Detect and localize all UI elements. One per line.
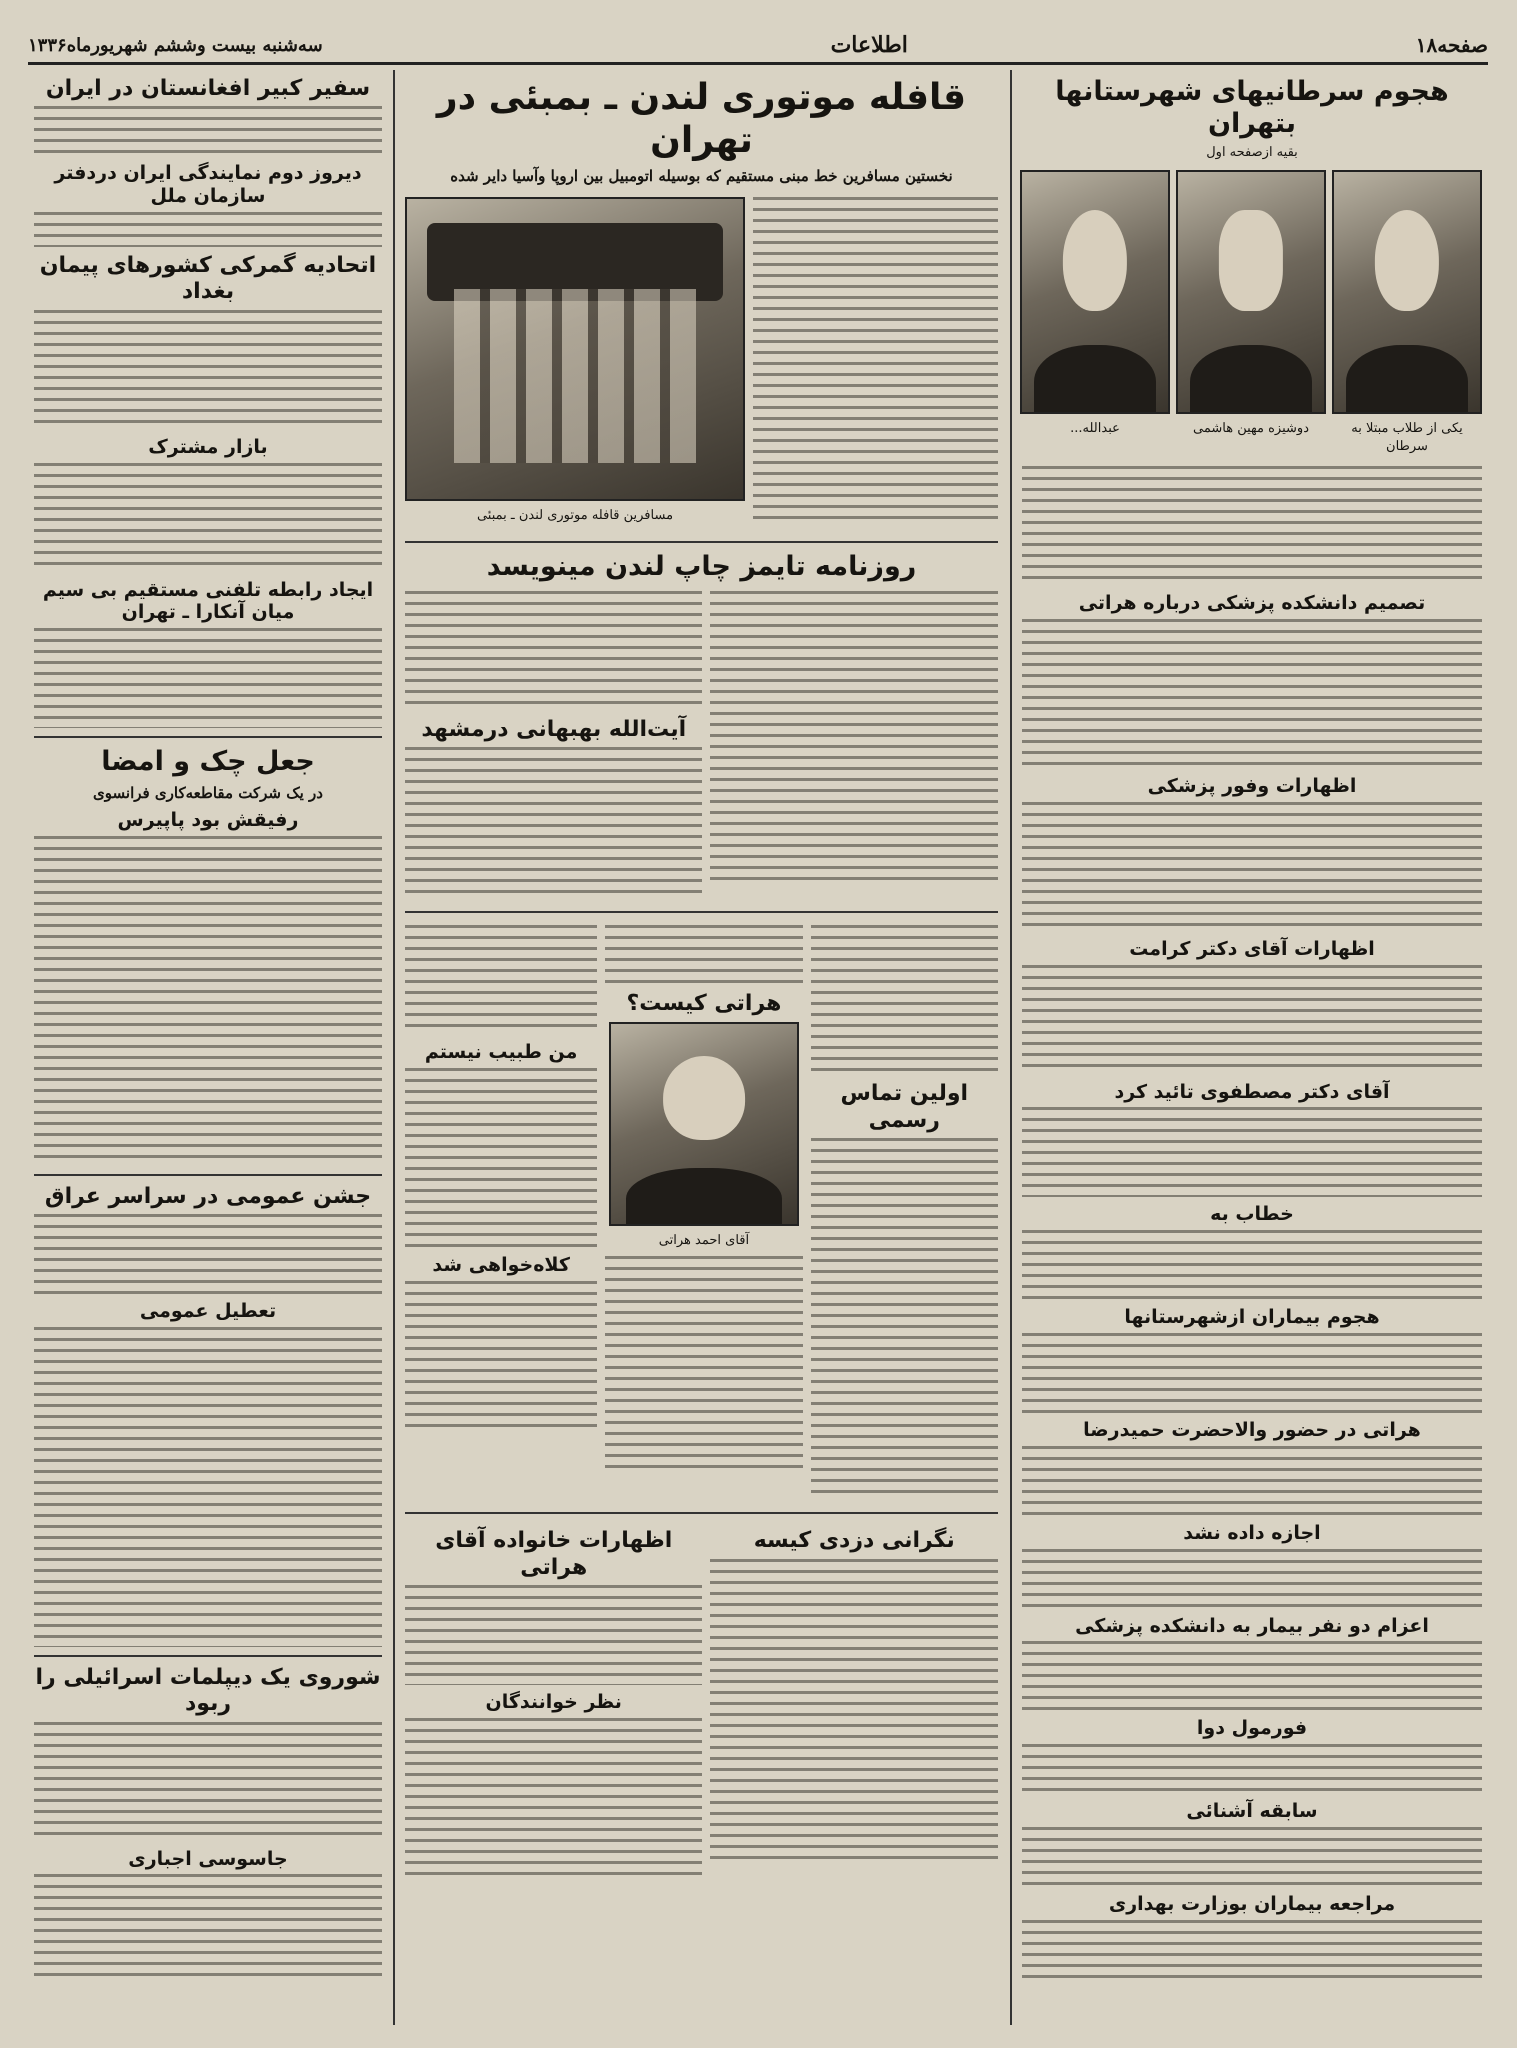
subheadline-forgery: در یک شرکت مقاطعه‌کاری فرانسوی [93, 783, 323, 802]
article-text [1022, 1920, 1482, 1980]
article-text [34, 212, 382, 247]
portrait-caption: عبدالله... [1070, 420, 1120, 436]
article-text [1022, 1641, 1482, 1711]
continued-note: بقیه ازصفحه اول [1206, 144, 1298, 160]
section-heading: اظهارات وفور پزشکی [1147, 774, 1357, 797]
article-text [34, 1874, 382, 1984]
article-text [710, 1559, 998, 1859]
article-text [1022, 1827, 1482, 1887]
portrait-photo [1176, 170, 1326, 414]
section-heading: اعزام دو نفر بیمار به دانشکده پزشکی [1075, 1614, 1429, 1637]
article-text [405, 591, 702, 711]
article-text [1022, 1230, 1482, 1300]
column-rule-right [1010, 70, 1012, 2025]
masthead [28, 28, 1488, 65]
article-text [34, 106, 382, 156]
portrait-photo [1332, 170, 1482, 414]
headline-iraq-celebration: جشن عمومی در سراسر عراق [44, 1183, 372, 1209]
section-heading: هجوم بیماران ازشهرستانها [1124, 1306, 1380, 1329]
article-text [710, 591, 998, 881]
section-heading: اظهارات آقای دکتر کرامت [1129, 937, 1375, 960]
article-text [405, 1281, 597, 1431]
section-heading: اظهارات خانواده آقای هراتی [435, 1528, 673, 1580]
article-text [34, 1214, 382, 1294]
subheadline-forgery-2: رفیقش بود پاپیرس [117, 808, 299, 831]
section-heading: تصمیم دانشکده پزشکی درباره هراتی [1078, 592, 1426, 615]
headline-cancer-patients: هجوم سرطانیهای شهرستانها بتهران [1055, 76, 1449, 140]
section-heading: بازار مشترک [148, 435, 268, 458]
article-text [1022, 1549, 1482, 1609]
article-text [405, 925, 597, 1035]
page-number: صفحه۱۸ [1415, 33, 1488, 57]
section-heading: من طبیب نیستم [424, 1041, 578, 1064]
headline-motor-caravan: قافله موتوری لندن ـ بمبئی در تهران [436, 77, 967, 162]
article-text [1022, 466, 1482, 586]
section-heading: تعطیل عمومی [139, 1299, 277, 1322]
article-text [1022, 802, 1482, 932]
section-heading: آیت‌الله بهبهانی درمشهد [421, 717, 687, 743]
caravan-photo-caption: مسافرین قافله موتوری لندن ـ بمبئی [476, 507, 674, 523]
article-text [811, 925, 998, 1075]
portrait-caption: یکی از طلاب مبتلا به سرطان [1351, 420, 1463, 454]
section-heading: مراجعه بیماران بوزارت بهداری [1108, 1892, 1396, 1915]
headline-ankara-tehran: ایجاد رابطه تلفنی مستقیم بی سیم میان آنکارا ـ تهران [42, 578, 374, 624]
article-text [34, 463, 382, 573]
newspaper-name: اطلاعات [830, 32, 908, 58]
harati-portrait-caption: آقای احمد هراتی [658, 1232, 750, 1248]
section-heading: کلاه‌خواهی شد [432, 1254, 570, 1277]
article-text [1022, 965, 1482, 1075]
section-heading: خطاب به [1210, 1203, 1294, 1226]
headline-baghdad-pact: اتحادیه گمرکی کشورهای پیمان بغداد [39, 252, 377, 305]
column-rule-left [393, 70, 395, 2025]
headline-israeli-diplomat: شوروی یک دیپلمات اسرائیلی را ربود [35, 1664, 381, 1717]
article-text [1022, 1744, 1482, 1794]
section-heading: فورمول دوا [1196, 1717, 1308, 1740]
article-text [34, 628, 382, 728]
article-text [34, 1327, 382, 1647]
section-heading: جاسوسی اجباری [128, 1847, 288, 1870]
article-text [405, 1718, 702, 1878]
issue-date: سه‌شنبه بیست وششم شهریورماه۱۳۳۶ [28, 34, 323, 56]
section-heading: نگرانی دزدی کیسه [753, 1528, 955, 1554]
article-text [34, 836, 382, 1166]
portrait-photo [1020, 170, 1170, 414]
headline-forgery: جعل چک و امضا [101, 746, 315, 778]
caravan-photo [405, 197, 745, 501]
section-heading: هراتی در حضور والاحضرت حمیدرضا [1083, 1418, 1421, 1441]
harati-portrait [609, 1022, 799, 1226]
column-middle [399, 70, 1004, 2025]
article-text [605, 1256, 802, 1476]
article-text [1022, 619, 1482, 769]
article-text [34, 1722, 382, 1842]
article-text [405, 1068, 597, 1248]
article-text [1022, 1107, 1482, 1197]
section-heading: سابقه آشنائی [1186, 1800, 1318, 1823]
section-heading: نظر خوانندگان [485, 1690, 622, 1713]
article-text [753, 197, 998, 527]
article-text [811, 1138, 998, 1498]
column-left [28, 70, 388, 2025]
headline-afghan-ambassador: سفیر کبیر افغانستان در ایران [45, 76, 371, 101]
headline-un-office: دیروز دوم نمایندگی ایران دردفتر سازمان ملل [54, 162, 362, 208]
section-heading: اجازه داده نشد [1183, 1521, 1321, 1544]
section-heading: آقای دکتر مصطفوی تائید کرد [1114, 1080, 1390, 1103]
section-heading: هراتی کیست؟ [626, 991, 782, 1017]
subheadline-motor-caravan: نخستین مسافرین خط مبنی مستقیم که بوسیله اتومبیل بین اروپا وآسیا دایر شده [450, 167, 953, 186]
portrait-row [1022, 166, 1482, 462]
headline-times-london: روزنامه تایمز چاپ لندن مینویسد [486, 550, 917, 582]
portrait-caption: دوشیزه مهین هاشمی [1193, 420, 1309, 436]
article-text [605, 925, 802, 985]
article-text [34, 310, 382, 430]
article-text [405, 1585, 702, 1685]
article-text [1022, 1333, 1482, 1413]
article-text [405, 747, 702, 897]
column-right [1016, 70, 1488, 2025]
article-text [1022, 1446, 1482, 1516]
section-heading: اولین تماس رسمی [840, 1081, 969, 1133]
